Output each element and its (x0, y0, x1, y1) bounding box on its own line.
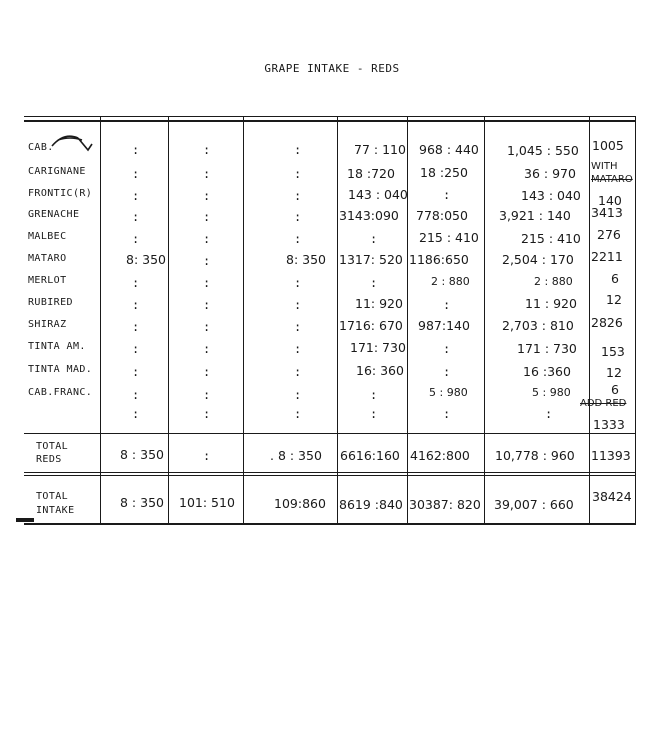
row-cell: : (203, 388, 211, 402)
row-cell: : (132, 388, 140, 402)
row-cell: : (294, 342, 302, 356)
row-cell: : (203, 365, 211, 379)
row-cell: 987:140 (418, 318, 470, 333)
row-cell: : (203, 210, 211, 224)
row-cell: 153 (601, 344, 625, 359)
row-cell: 2,504 : 170 (502, 252, 574, 267)
row-label: CARIGNANE (28, 166, 86, 177)
row-cell: : (294, 189, 302, 203)
row-cell: : (203, 342, 211, 356)
row-label: TINTA MAD. (28, 364, 93, 375)
row-cell: : (203, 276, 211, 290)
row-cell: : (132, 365, 140, 379)
row-cell: : (203, 320, 211, 334)
total-reds-cell: 11393 (591, 448, 631, 463)
row-cell: : (294, 276, 302, 290)
row-cell: 8: 350 (126, 252, 166, 267)
row-cell: 171: 730 (350, 340, 406, 355)
scribble-mark (48, 130, 94, 154)
row-cell: 778:050 (416, 208, 468, 223)
row-cell: : (294, 320, 302, 334)
row-cell: : (294, 298, 302, 312)
total-intake-cell: 38424 (592, 489, 632, 504)
total-intake-cell: 8619 :840 (339, 497, 403, 512)
row-cell: 3,921 : 140 (499, 208, 571, 223)
total-reds-cell: . 8 : 350 (270, 448, 322, 463)
total-reds-rule-1 (24, 472, 636, 473)
row-cell: 5 : 980 (429, 386, 468, 399)
row-cell: 2826 (591, 315, 623, 330)
row-label: CAB.FRANC. (28, 387, 93, 398)
row-label: RUBIRED (28, 297, 73, 308)
total-reds-cell: 4162:800 (410, 448, 470, 463)
total-intake-label: INTAKE (36, 505, 75, 516)
row-cell: : (294, 210, 302, 224)
row-cell: 16 :360 (523, 364, 571, 379)
row-cell: 1716: 670 (339, 318, 403, 333)
row-cell: 3413 (591, 205, 623, 220)
total-reds-label: TOTAL (36, 441, 69, 452)
col-divider (243, 116, 244, 525)
col-divider (100, 116, 101, 525)
row-cell: 143 : 040 (521, 188, 581, 203)
row-cell: 18 :720 (347, 166, 395, 181)
row-label: SHIRAZ (28, 319, 67, 330)
col-divider (337, 116, 338, 525)
table-top-rule-1 (24, 116, 636, 117)
row-cell: : (132, 320, 140, 334)
row-cell: 2 : 880 (431, 275, 470, 288)
row-cell: : (132, 276, 140, 290)
row-cell: 77 : 110 (354, 142, 406, 157)
total-reds-cell: 6616:160 (340, 448, 400, 463)
row-cell: 12 (606, 292, 622, 307)
row-label: CAB. (28, 142, 54, 153)
row-label: MATARO (28, 253, 67, 264)
row-cell: 6 (611, 382, 619, 397)
total-intake-cell: 109:860 (274, 496, 326, 511)
row-cell: 968 : 440 (419, 142, 479, 157)
row-cell: : (203, 254, 211, 268)
row-cell: : (132, 167, 140, 181)
row-cell: : (132, 232, 140, 246)
row-cell: 2,703 : 810 (502, 318, 574, 333)
row-cell: : (132, 143, 140, 157)
row-cell: : (294, 388, 302, 402)
row-cell: : (370, 232, 378, 246)
row-cell: : (132, 298, 140, 312)
row-cell: : (132, 210, 140, 224)
note-mataro: MATARO (591, 174, 633, 185)
row-cell: : (443, 298, 451, 312)
row-cell: 143 : 040 (348, 187, 408, 202)
table-bottom-rule (24, 523, 636, 525)
row-cell: : (370, 407, 378, 421)
row-cell: 8: 350 (286, 252, 326, 267)
row-cell: 215 : 410 (521, 231, 581, 246)
row-cell: 1005 (592, 138, 624, 153)
note-with: WITH (591, 161, 618, 172)
row-cell: 18 :250 (420, 165, 468, 180)
row-cell: : (203, 407, 211, 421)
row-cell: 2211 (591, 249, 623, 264)
row-cell: 1,045 : 550 (507, 143, 579, 158)
row-cell: : (294, 232, 302, 246)
row-cell: : (443, 342, 451, 356)
row-cell: : (203, 232, 211, 246)
row-cell: : (545, 407, 553, 421)
row-cell: : (132, 342, 140, 356)
row-cell: : (294, 365, 302, 379)
col-divider (407, 116, 408, 525)
row-label: MALBEC (28, 231, 67, 242)
total-reds-rule-2 (24, 475, 636, 476)
row-label: FRONTIC(R) (28, 188, 93, 199)
col-divider (168, 116, 169, 525)
total-intake-cell: 8 : 350 (120, 495, 164, 510)
row-cell: : (370, 388, 378, 402)
row-cell: 1186:650 (409, 252, 469, 267)
row-cell: 2 : 880 (534, 275, 573, 288)
note-mataro-value: 140 (598, 193, 622, 208)
row-cell: : (443, 365, 451, 379)
row-label: TINTA AM. (28, 341, 86, 352)
table-top-rule-2 (24, 120, 636, 122)
row-cell: : (443, 407, 451, 421)
ink-blot (16, 518, 34, 522)
col-divider-right (635, 116, 636, 525)
rows-bottom-rule (24, 433, 636, 434)
note-add-red: ADD RED (580, 398, 627, 409)
row-cell: 3143:090 (339, 208, 399, 223)
row-cell: 11: 920 (355, 296, 403, 311)
row-cell: 12 (606, 365, 622, 380)
row-label: MERLOT (28, 275, 67, 286)
row-label: GRENACHE (28, 209, 80, 220)
add-red-value: 1333 (593, 417, 625, 432)
total-reds-cell: 8 : 350 (120, 447, 164, 462)
row-cell: 171 : 730 (517, 341, 577, 356)
row-cell: : (443, 188, 451, 202)
total-reds-cell: : (203, 449, 211, 463)
col-divider (484, 116, 485, 525)
row-cell: : (203, 143, 211, 157)
total-intake-cell: 101: 510 (179, 495, 235, 510)
row-cell: : (294, 143, 302, 157)
total-intake-cell: 39,007 : 660 (494, 497, 574, 512)
row-cell: 276 (597, 227, 621, 242)
col-divider (589, 116, 590, 525)
row-cell: 36 : 970 (524, 166, 576, 181)
row-cell: : (203, 167, 211, 181)
row-cell: : (203, 189, 211, 203)
row-cell: 11 : 920 (525, 296, 577, 311)
total-intake-label: TOTAL (36, 491, 69, 502)
row-cell: : (370, 276, 378, 290)
total-reds-cell: 10,778 : 960 (495, 448, 575, 463)
total-intake-cell: 30387: 820 (409, 497, 481, 512)
row-cell: 215 : 410 (419, 230, 479, 245)
row-cell: 6 (611, 271, 619, 286)
row-cell: : (132, 189, 140, 203)
row-cell: : (203, 298, 211, 312)
row-cell: 1317: 520 (339, 252, 403, 267)
row-cell: : (294, 407, 302, 421)
row-cell: 16: 360 (356, 363, 404, 378)
total-reds-label: REDS (36, 454, 62, 465)
row-cell: : (294, 167, 302, 181)
row-cell: 5 : 980 (532, 386, 571, 399)
row-cell: : (132, 407, 140, 421)
page-title: GRAPE INTAKE - REDS (264, 62, 400, 75)
